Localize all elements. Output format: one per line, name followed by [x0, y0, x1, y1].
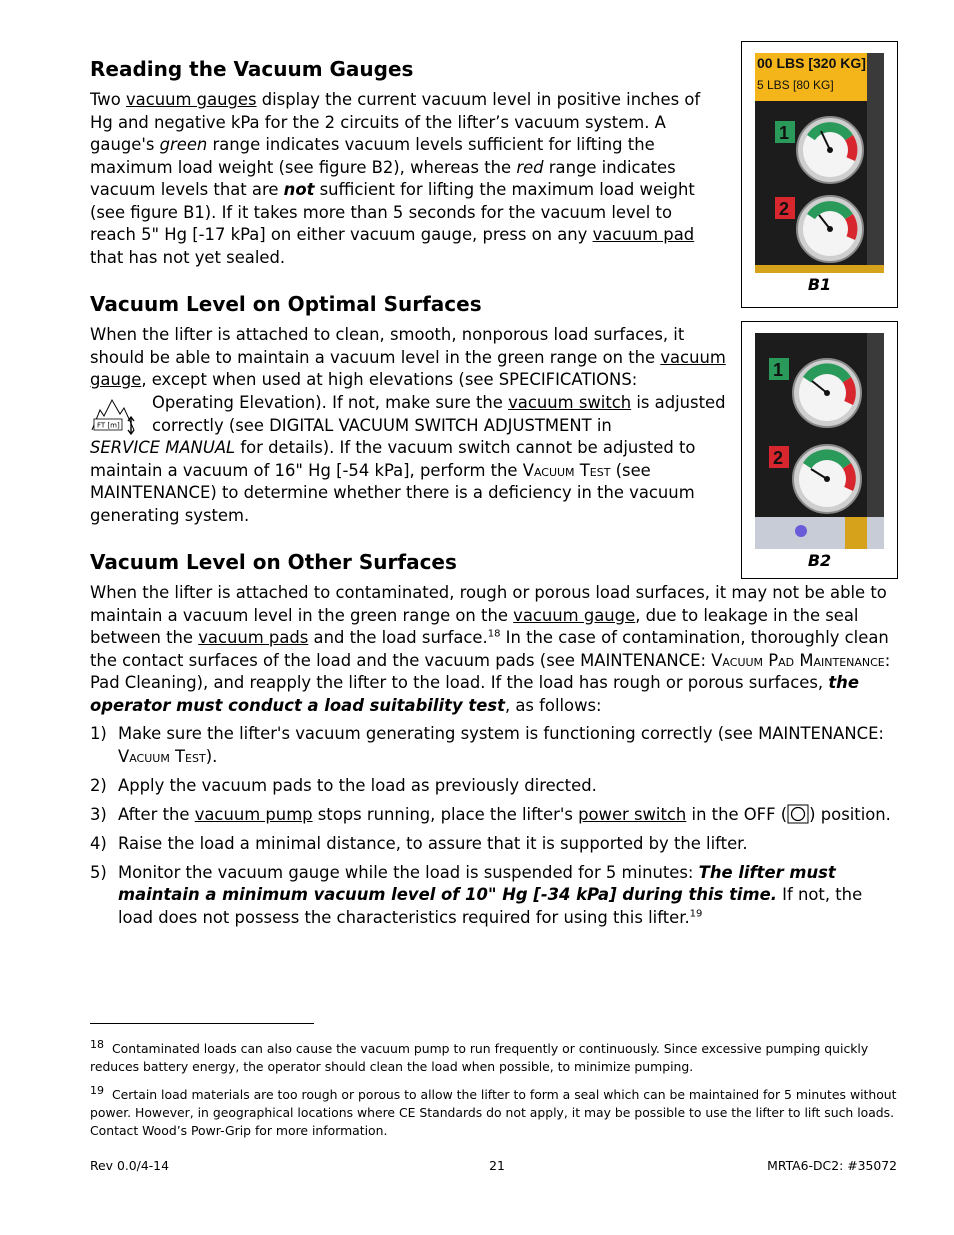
page-number: 21 [489, 1158, 505, 1173]
footnote-19: 19 Certain load materials are too rough or porous to allow the lifter to form a seal which can be maintained for 5 minutes without power. However, in geographical locations where CE Standards do not apply, it may be possible to use the lifter to lift such loads. Contact Wood’s Powr-Grip for more information. [90, 1083, 897, 1138]
link-vacuum-switch[interactable]: vacuum switch [508, 393, 632, 412]
link-vacuum-pump[interactable]: vacuum pump [194, 804, 313, 824]
figure-b2 [741, 321, 898, 579]
list-item: 5) Monitor the vacuum gauge while the load is suspended for 5 minutes: The lifter must maintain a minimum vacuum level of 10" Hg [-34 kPa] during this time. If not, the load does not possess the characteristics required for using this lifter.$^{19}$ [90, 862, 863, 927]
footer-revision: Rev 0.0/4-14 [90, 1158, 169, 1173]
paragraph-reading-gauges: Two vacuum gauges display the current vacuum level in positive inches of Hg and negative kPa for the 2 circuits of the lifter’s vacuum system. A gauge's green range indicates vacuum levels sufficient for lifting the maximum load weight (see figure B2), whereas the red range indicates vacuum levels that are not sufficient for lifting the maximum load weight (see figure B1). If it takes more than 5 seconds for the vacuum level to reach 5" Hg [-17 kPa] on either vacuum gauge, press on any vacuum pad that has not yet sealed. [90, 90, 701, 267]
paragraph-other-surfaces: When the lifter is attached to contaminated, rough or porous load surfaces, it may not be able to maintain a vacuum level in the green range on the vacuum gauge, due to leakage in the seal between the vacuum pads and the load surface.$^{18}$ In the case of contamination, thoroughly clean the contact surfaces of the load and the vacuum pads (see MAINTENANCE: Vacuum Pad Maintenance: Pad Cleaning), and reapply the lifter to the load. If the load has rough or porous surfaces, the operator must conduct a load suitability test, as follows: [90, 583, 891, 715]
figure-b1-caption: B1 [807, 275, 832, 294]
list-item: 3) After the vacuum pump stops running, place the lifter's power switch in the OFF ( ) position. [90, 804, 891, 824]
paragraph-optimal-3: SERVICE MANUAL for details). If the vacuum switch cannot be adjusted to maintain a vacuum of 16" Hg [-54 kPa], perform the Vacuum Test (see MAINTENANCE) to determine whether there is a deficiency in the vacuum generating system. [90, 438, 696, 525]
link-power-switch[interactable]: power switch [578, 804, 687, 824]
power-off-icon [787, 804, 809, 824]
link-vacuum-gauges[interactable]: vacuum gauges [125, 90, 257, 109]
figure-b1 [741, 41, 898, 308]
heading-optimal-surfaces: Vacuum Level on Optimal Surfaces [90, 292, 482, 316]
b2-gauge-number-2: 2 [773, 448, 784, 468]
list-item: 2) Apply the vacuum pads to the load as previously directed. [90, 775, 597, 795]
figure-b1-image [755, 53, 884, 273]
link-vacuum-gauge-2[interactable]: vacuum gauge [513, 605, 636, 625]
footnote-divider [90, 1023, 314, 1024]
b1-gauge-number-2: 2 [779, 199, 790, 219]
figure-b2-image [755, 333, 884, 549]
footnote-ref-18[interactable]: 18 [487, 628, 501, 640]
paragraph-optimal-1: When the lifter is attached to clean, smooth, nonporous load surfaces, it should be able to maintain a vacuum level in the green range on the vacuum gauge, except when used at high elevations (see SPECIFICATIONS: [90, 325, 726, 389]
footnote-18: 18 Contaminated loads can also cause the vacuum pump to run frequently or continuously. Since excessive pumping quickly reduces battery energy, the operator should clean the load when possible, to minimize pumping. [90, 1037, 869, 1074]
b1-gauge-number-1: 1 [779, 123, 790, 143]
b1-label-top: 00 LBS [320 KG] [757, 55, 866, 71]
paragraph-optimal-2: Operating Elevation). If not, make sure the vacuum switch is adjusted correctly (see DIGITAL VACUUM SWITCH ADJUSTMENT in [152, 393, 726, 435]
b1-label-sub: 5 LBS [80 KG] [757, 78, 834, 92]
link-vacuum-pads[interactable]: vacuum pads [198, 628, 309, 647]
elevation-icon [90, 392, 138, 436]
list-item: 4) Raise the load a minimal distance, to assure that it is supported by the lifter. [90, 833, 748, 853]
link-vacuum-pad[interactable]: vacuum pad [592, 225, 695, 244]
suitability-test-steps [90, 723, 896, 936]
link-vacuum-gauge[interactable]: vacuum gauge [90, 347, 726, 389]
elevation-icon-label: FT [m] [97, 421, 120, 430]
figure-b2-caption: B2 [807, 551, 832, 570]
b2-gauge-number-1: 1 [773, 360, 784, 380]
list-item: 1) Make sure the lifter's vacuum generating system is functioning correctly (see MAINTENANCE: Vacuum Test). [90, 724, 884, 766]
heading-other-surfaces: Vacuum Level on Other Surfaces [90, 550, 457, 574]
footer-model: MRTA6-DC2: #35072 [767, 1158, 897, 1173]
heading-reading-gauges: Reading the Vacuum Gauges [90, 57, 414, 81]
footnote-ref-19[interactable]: 19 [689, 908, 703, 920]
